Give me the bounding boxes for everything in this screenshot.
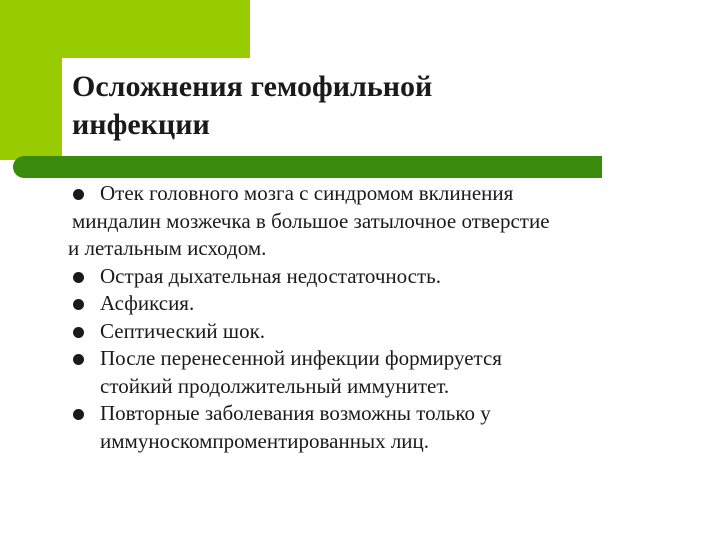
- list-item: [68, 318, 708, 346]
- divider-bar: [13, 156, 602, 178]
- bullet-dot-icon: [73, 354, 84, 365]
- list-item-text: После перенесенной инфекции формируется: [100, 346, 502, 370]
- list-item: [68, 263, 708, 291]
- list-item-continuation: миндалин мозжечка в большое затылочное отверстие: [72, 208, 550, 233]
- list-item-text: Повторные заболевания возможны только у: [100, 401, 491, 425]
- bullet-dot-icon: [73, 189, 84, 200]
- slide-title: [72, 68, 632, 144]
- list-item-text: Острая дыхательная недостаточность.: [100, 263, 441, 288]
- list-item-text: Отек головного мозга с синдромом вклинения: [100, 181, 514, 205]
- list-item-continuation: стойкий продолжительный иммунитет.: [100, 373, 450, 398]
- list-item-text: Септический шок.: [100, 318, 266, 343]
- list-item: [68, 180, 708, 208]
- bullet-dot-icon: [73, 299, 84, 310]
- list-item-continuation: иммуноскомпроментированных лиц.: [100, 428, 430, 453]
- title-line: инфекции: [72, 108, 210, 141]
- list-item-text: Асфиксия.: [100, 291, 195, 315]
- list-item-continuation: и летальным исходом.: [68, 236, 267, 260]
- bullet-dot-icon: [73, 272, 84, 283]
- list-item: [68, 345, 708, 373]
- bullet-dot-icon: [73, 409, 84, 420]
- list-item: [68, 400, 708, 428]
- title-line: Осложнения гемофильной: [72, 70, 433, 103]
- bullet-list: [68, 180, 708, 455]
- bullet-dot-icon: [73, 327, 84, 338]
- list-item: [68, 290, 708, 318]
